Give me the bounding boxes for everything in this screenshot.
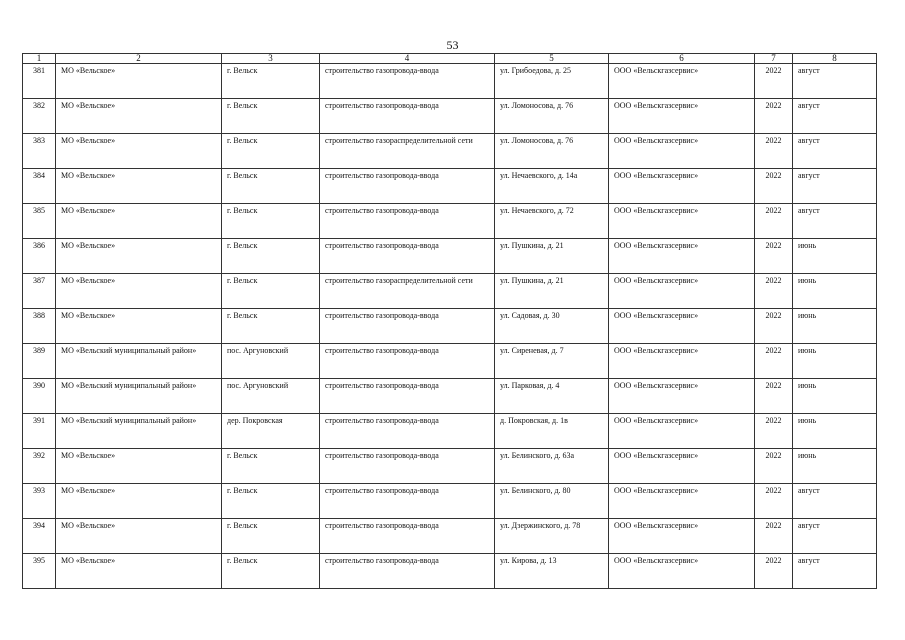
contractor-cell: ООО «Вельскгазсервис»: [609, 484, 755, 519]
contractor-cell: ООО «Вельскгазсервис»: [609, 204, 755, 239]
column-header-6: 6: [609, 54, 755, 64]
row-number-cell: 392: [23, 449, 56, 484]
row-number-cell: 381: [23, 64, 56, 99]
work-type-cell: строительство газопровода-ввода: [320, 169, 495, 204]
municipality-cell: МО «Вельское»: [56, 64, 222, 99]
municipality-cell: МО «Вельское»: [56, 554, 222, 589]
municipality-cell: МО «Вельский муниципальный район»: [56, 414, 222, 449]
contractor-cell: ООО «Вельскгазсервис»: [609, 309, 755, 344]
settlement-cell: пос. Аргуновский: [222, 344, 320, 379]
month-cell: июнь: [793, 274, 877, 309]
row-number-cell: 389: [23, 344, 56, 379]
column-header-5: 5: [495, 54, 609, 64]
work-type-cell: строительство газопровода-ввода: [320, 484, 495, 519]
year-cell: 2022: [755, 64, 793, 99]
address-cell: ул. Белинского, д. 80: [495, 484, 609, 519]
month-cell: июнь: [793, 449, 877, 484]
row-number-cell: 393: [23, 484, 56, 519]
address-cell: ул. Пушкина, д. 21: [495, 239, 609, 274]
address-cell: ул. Сиреневая, д. 7: [495, 344, 609, 379]
address-cell: д. Покровская, д. 1в: [495, 414, 609, 449]
settlement-cell: г. Вельск: [222, 484, 320, 519]
month-cell: июнь: [793, 309, 877, 344]
municipality-cell: МО «Вельское»: [56, 169, 222, 204]
contractor-cell: ООО «Вельскгазсервис»: [609, 99, 755, 134]
municipality-cell: МО «Вельское»: [56, 519, 222, 554]
contractor-cell: ООО «Вельскгазсервис»: [609, 414, 755, 449]
municipality-cell: МО «Вельское»: [56, 484, 222, 519]
work-type-cell: строительство газопровода-ввода: [320, 64, 495, 99]
table-row: [23, 204, 877, 239]
row-number-cell: 391: [23, 414, 56, 449]
municipality-cell: МО «Вельский муниципальный район»: [56, 344, 222, 379]
year-cell: 2022: [755, 274, 793, 309]
year-cell: 2022: [755, 239, 793, 274]
row-number-cell: 388: [23, 309, 56, 344]
contractor-cell: ООО «Вельскгазсервис»: [609, 64, 755, 99]
address-cell: ул. Грибоедова, д. 25: [495, 64, 609, 99]
year-cell: 2022: [755, 554, 793, 589]
municipality-cell: МО «Вельское»: [56, 134, 222, 169]
settlement-cell: г. Вельск: [222, 99, 320, 134]
month-cell: август: [793, 99, 877, 134]
month-cell: август: [793, 484, 877, 519]
month-cell: август: [793, 554, 877, 589]
work-type-cell: строительство газораспределительной сети: [320, 134, 495, 169]
work-type-cell: строительство газопровода-ввода: [320, 554, 495, 589]
table-row: [23, 309, 877, 344]
table-row: [23, 379, 877, 414]
table-row: [23, 414, 877, 449]
row-number-cell: 390: [23, 379, 56, 414]
settlement-cell: дер. Покровская: [222, 414, 320, 449]
table-row: [23, 274, 877, 309]
column-header-7: 7: [755, 54, 793, 64]
address-cell: ул. Кирова, д. 13: [495, 554, 609, 589]
table-row: [23, 344, 877, 379]
municipality-cell: МО «Вельский муниципальный район»: [56, 379, 222, 414]
work-type-cell: строительство газопровода-ввода: [320, 379, 495, 414]
table-row: [23, 449, 877, 484]
contractor-cell: ООО «Вельскгазсервис»: [609, 134, 755, 169]
address-cell: ул. Белинского, д. 63а: [495, 449, 609, 484]
year-cell: 2022: [755, 134, 793, 169]
row-number-cell: 384: [23, 169, 56, 204]
contractor-cell: ООО «Вельскгазсервис»: [609, 379, 755, 414]
address-cell: ул. Ломоносова, д. 76: [495, 99, 609, 134]
contractor-cell: ООО «Вельскгазсервис»: [609, 554, 755, 589]
municipality-cell: МО «Вельское»: [56, 449, 222, 484]
row-number-cell: 386: [23, 239, 56, 274]
gasification-schedule-table: [22, 53, 877, 589]
table-row: [23, 64, 877, 99]
table-body: [23, 54, 877, 589]
settlement-cell: г. Вельск: [222, 554, 320, 589]
work-type-cell: строительство газопровода-ввода: [320, 239, 495, 274]
year-cell: 2022: [755, 519, 793, 554]
year-cell: 2022: [755, 344, 793, 379]
month-cell: июнь: [793, 344, 877, 379]
table-row: [23, 99, 877, 134]
year-cell: 2022: [755, 414, 793, 449]
address-cell: ул. Дзержинского, д. 78: [495, 519, 609, 554]
work-type-cell: строительство газопровода-ввода: [320, 414, 495, 449]
work-type-cell: строительство газопровода-ввода: [320, 449, 495, 484]
row-number-cell: 383: [23, 134, 56, 169]
column-header-3: 3: [222, 54, 320, 64]
work-type-cell: строительство газораспределительной сети: [320, 274, 495, 309]
column-header-1: 1: [23, 54, 56, 64]
settlement-cell: г. Вельск: [222, 519, 320, 554]
row-number-cell: 382: [23, 99, 56, 134]
address-cell: ул. Парковая, д. 4: [495, 379, 609, 414]
work-type-cell: строительство газопровода-ввода: [320, 204, 495, 239]
year-cell: 2022: [755, 169, 793, 204]
year-cell: 2022: [755, 99, 793, 134]
contractor-cell: ООО «Вельскгазсервис»: [609, 449, 755, 484]
column-number-header-row: [23, 54, 877, 64]
contractor-cell: ООО «Вельскгазсервис»: [609, 169, 755, 204]
table-row: [23, 554, 877, 589]
address-cell: ул. Нечаевского, д. 14а: [495, 169, 609, 204]
month-cell: август: [793, 134, 877, 169]
column-header-8: 8: [793, 54, 877, 64]
settlement-cell: г. Вельск: [222, 449, 320, 484]
settlement-cell: г. Вельск: [222, 169, 320, 204]
settlement-cell: пос. Аргуновский: [222, 379, 320, 414]
column-header-2: 2: [56, 54, 222, 64]
month-cell: июнь: [793, 239, 877, 274]
column-header-4: 4: [320, 54, 495, 64]
month-cell: август: [793, 204, 877, 239]
year-cell: 2022: [755, 204, 793, 239]
contractor-cell: ООО «Вельскгазсервис»: [609, 344, 755, 379]
address-cell: ул. Нечаевского, д. 72: [495, 204, 609, 239]
settlement-cell: г. Вельск: [222, 309, 320, 344]
page-number: 53: [446, 38, 459, 52]
year-cell: 2022: [755, 449, 793, 484]
municipality-cell: МО «Вельское»: [56, 239, 222, 274]
work-type-cell: строительство газопровода-ввода: [320, 309, 495, 344]
contractor-cell: ООО «Вельскгазсервис»: [609, 519, 755, 554]
year-cell: 2022: [755, 309, 793, 344]
table-row: [23, 239, 877, 274]
month-cell: июнь: [793, 379, 877, 414]
year-cell: 2022: [755, 484, 793, 519]
row-number-cell: 395: [23, 554, 56, 589]
address-cell: ул. Пушкина, д. 21: [495, 274, 609, 309]
work-type-cell: строительство газопровода-ввода: [320, 519, 495, 554]
work-type-cell: строительство газопровода-ввода: [320, 344, 495, 379]
municipality-cell: МО «Вельское»: [56, 204, 222, 239]
municipality-cell: МО «Вельское»: [56, 309, 222, 344]
municipality-cell: МО «Вельское»: [56, 274, 222, 309]
month-cell: июнь: [793, 414, 877, 449]
contractor-cell: ООО «Вельскгазсервис»: [609, 274, 755, 309]
row-number-cell: 385: [23, 204, 56, 239]
settlement-cell: г. Вельск: [222, 239, 320, 274]
table-row: [23, 484, 877, 519]
month-cell: август: [793, 519, 877, 554]
row-number-cell: 394: [23, 519, 56, 554]
table-row: [23, 519, 877, 554]
table-row: [23, 169, 877, 204]
row-number-cell: 387: [23, 274, 56, 309]
year-cell: 2022: [755, 379, 793, 414]
municipality-cell: МО «Вельское»: [56, 99, 222, 134]
settlement-cell: г. Вельск: [222, 274, 320, 309]
settlement-cell: г. Вельск: [222, 134, 320, 169]
address-cell: ул. Садовая, д. 30: [495, 309, 609, 344]
table-row: [23, 134, 877, 169]
address-cell: ул. Ломоносова, д. 76: [495, 134, 609, 169]
contractor-cell: ООО «Вельскгазсервис»: [609, 239, 755, 274]
settlement-cell: г. Вельск: [222, 204, 320, 239]
month-cell: август: [793, 64, 877, 99]
work-type-cell: строительство газопровода-ввода: [320, 99, 495, 134]
settlement-cell: г. Вельск: [222, 64, 320, 99]
month-cell: август: [793, 169, 877, 204]
